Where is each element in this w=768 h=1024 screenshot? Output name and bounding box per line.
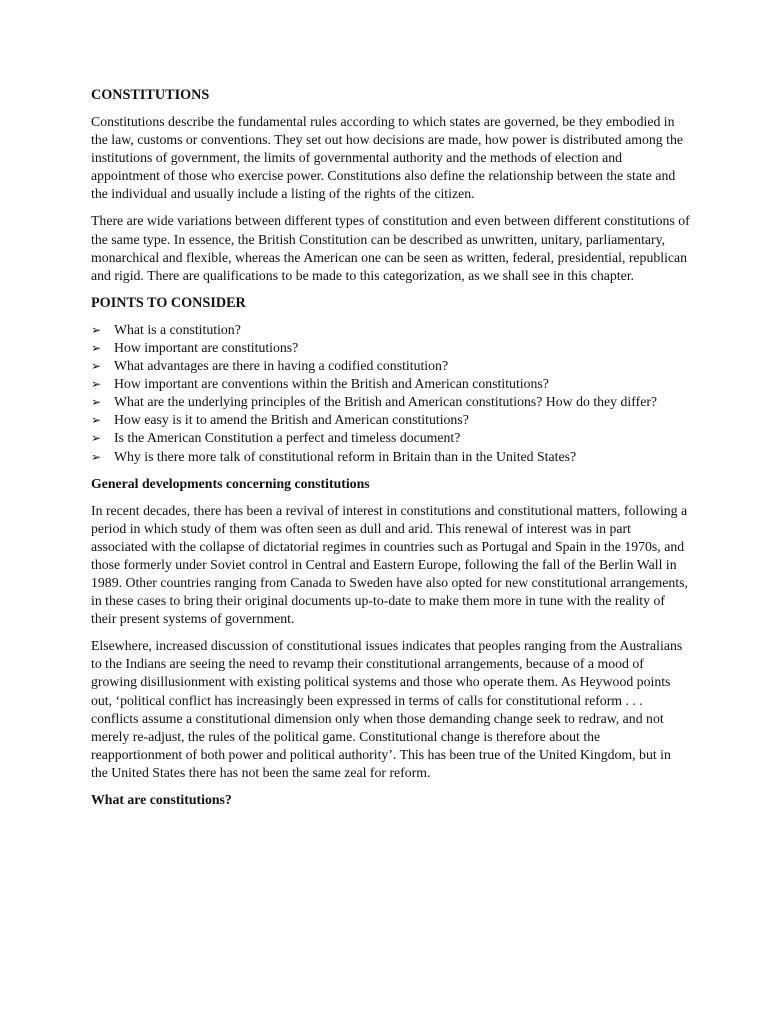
list-item-text: How important are constitutions?: [114, 339, 299, 355]
list-item: [91, 448, 691, 466]
section1-paragraph-1: In recent decades, there has been a revival of interest in constitutions and constitutional matters, following a period in which study of them was often seen as dull and arid. This renewal of interest was in part associated with the collapse of dictatorial regimes in countries such as Portugal and Spain in the 1970s, and those formerly under Soviet control in Central and Eastern Europe, following the fall of the Berlin Wall in 1989. Other countries ranging from Canada to Sweden have also opted for new constitutional arrangements, in these cases to bring their original documents up-to-date to make them more in tune with the reality of their present systems of government.: [91, 502, 688, 627]
document-page: [91, 86, 691, 818]
list-item: [91, 393, 691, 411]
section1-paragraph-2: Elsewhere, increased discussion of constitutional issues indicates that peoples ranging from the Australians to the Indians are seeing the need to revamp their constitutional arrangements, because of a mood of growing disillusionment with existing political systems and those who operate them. As Heywood points out, ‘political conflict has increasingly been expressed in terms of calls for constitutional reform . . . conflicts assume a constitutional dimension only when those demanding change seek to redraw, and not merely re-adjust, the rules of the political game. Constitutional change is therefore about the reapportionment of both power and political authority’. This has been true of the United Kingdom, but in the United States there has not been the same zeal for reform.: [91, 638, 683, 780]
arrow-bullet-icon: ➢: [91, 413, 102, 428]
list-item: [91, 339, 691, 357]
list-item-text: What are the underlying principles of the British and American constitutions? How do they differ?: [114, 394, 658, 410]
list-item-text: Why is there more talk of constitutional reform in Britain than in the United States?: [114, 448, 577, 464]
list-item-text: How important are conventions within the British and American constitutions?: [114, 376, 549, 392]
list-item-text: How easy is it to amend the British and American constitutions?: [114, 412, 469, 428]
list-item: [91, 411, 691, 429]
arrow-bullet-icon: ➢: [91, 395, 102, 410]
points-list: [91, 321, 691, 466]
section-heading-what-are-constitutions: What are constitutions?: [91, 792, 232, 807]
arrow-bullet-icon: ➢: [91, 322, 102, 337]
arrow-bullet-icon: ➢: [91, 340, 102, 355]
arrow-bullet-icon: ➢: [91, 449, 102, 464]
arrow-bullet-icon: ➢: [91, 377, 102, 392]
list-item: [91, 375, 691, 393]
points-heading: POINTS TO CONSIDER: [91, 294, 246, 311]
list-item-text: What advantages are there in having a codified constitution?: [114, 358, 449, 374]
arrow-bullet-icon: ➢: [91, 359, 102, 374]
list-item: [91, 357, 691, 375]
list-item-text: Is the American Constitution a perfect and timeless document?: [114, 430, 461, 446]
intro-paragraph-2: There are wide variations between different types of constitution and even between different constitutions of the same type. In essence, the British Constitution can be described as unwritten, unitary, parliamentary, monarchical and flexible, whereas the American one can be seen as written, federal, presidential, republican and rigid. There are qualifications to be made to this categorization, as we shall see in this chapter.: [91, 213, 690, 283]
list-item-text: What is a constitution?: [114, 321, 241, 337]
section-heading-general-developments: General developments concerning constitutions: [91, 475, 370, 491]
intro-paragraph-1: Constitutions describe the fundamental rules according to which states are governed, be they embodied in the law, customs or conventions. They set out how decisions are made, how power is distributed among the institutions of government, the limits of governmental authority and the methods of election and appointment of those who exercise power. Constitutions also define the relationship between the state and the individual and usually include a listing of the rights of the citizen.: [91, 114, 683, 202]
arrow-bullet-icon: ➢: [91, 431, 102, 446]
list-item: [91, 429, 691, 447]
list-item: [91, 321, 691, 339]
document-title: CONSTITUTIONS: [91, 87, 210, 103]
